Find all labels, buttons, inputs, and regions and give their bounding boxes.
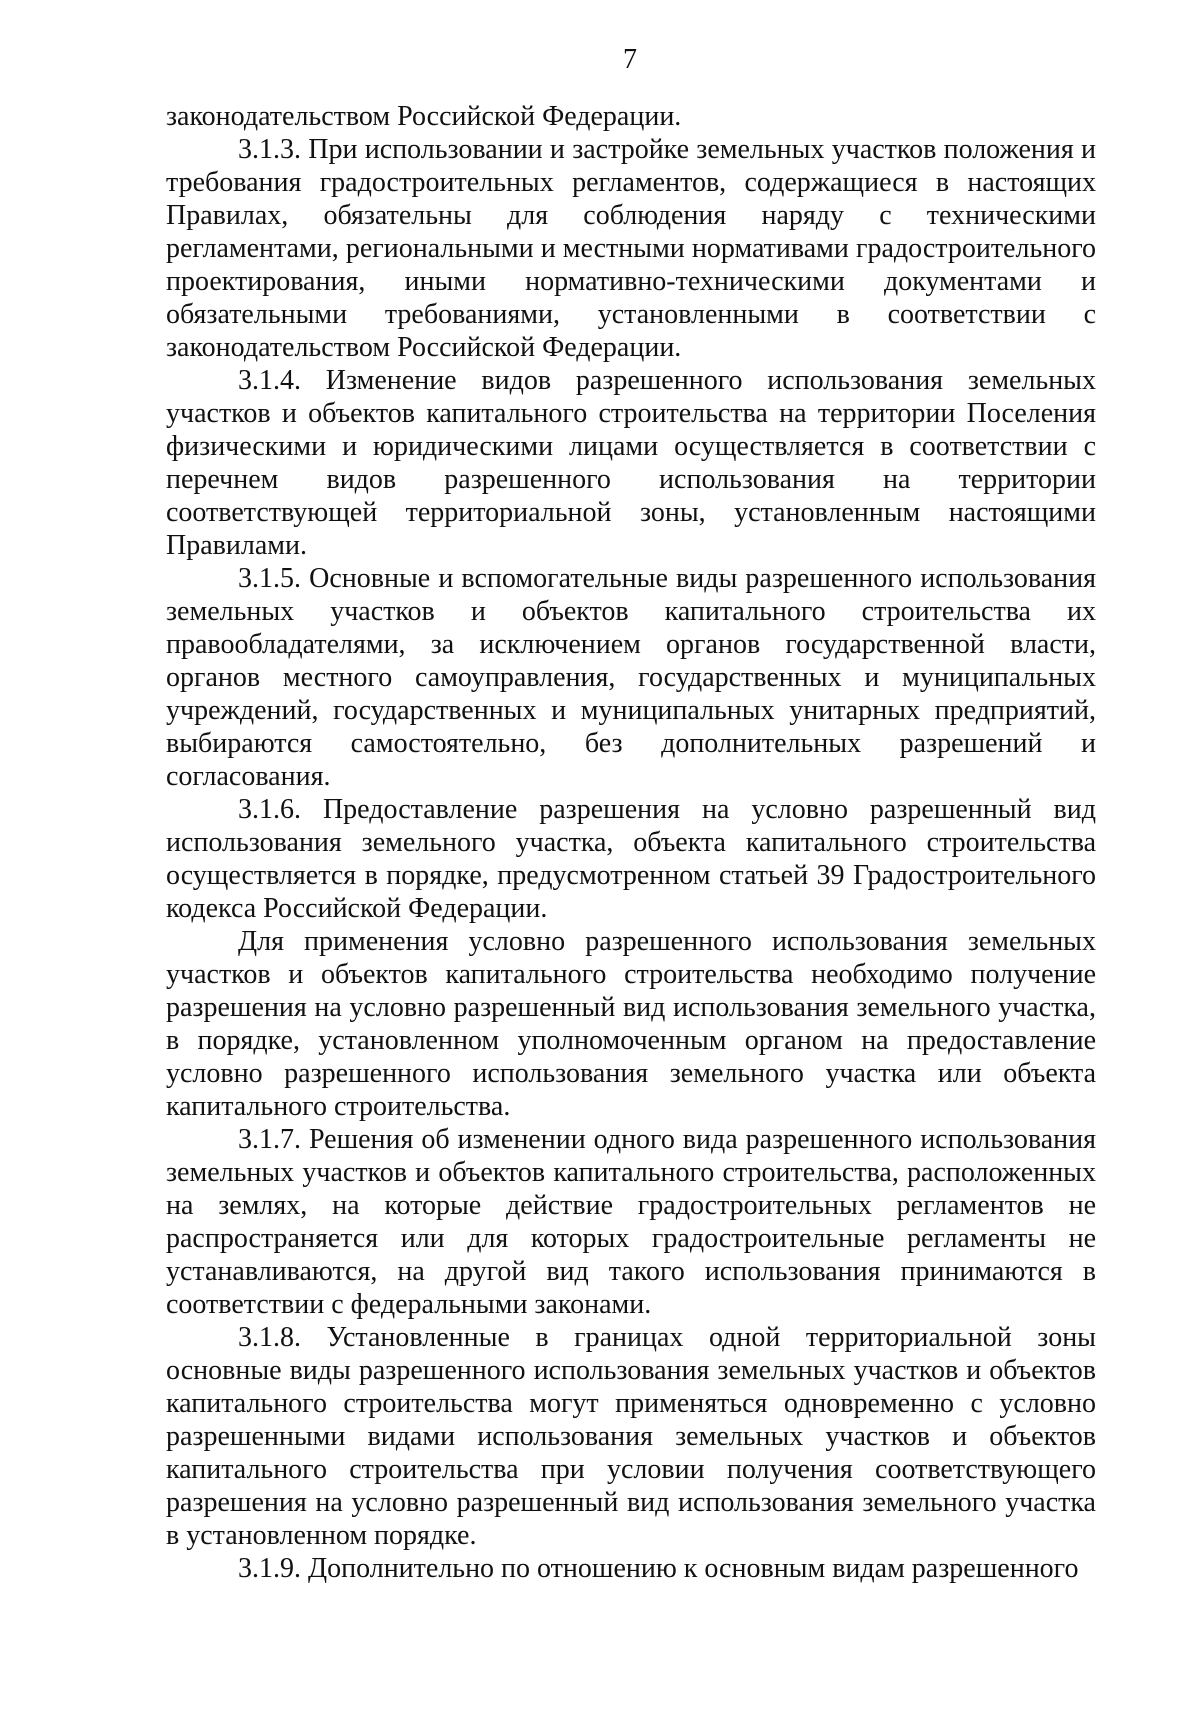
paragraph-3-1-9: 3.1.9. Дополнительно по отношению к основным видам разрешенного	[238, 1553, 1079, 1584]
paragraph-3-1-5: 3.1.5. Основные и вспомогательные виды разрешенного использования земельных участков и объектов капитального строительства их правообладателями, за исключением органов государственной власти, органов местного самоуправления, государственных и муниципальных учреждений, государственных и муниципальных унитарных предприятий, выбираются самостоятельно, без дополнительных разрешений и согласования.	[166, 563, 1096, 792]
paragraph-3-1-3: 3.1.3. При использовании и застройке земельных участков положения и требования градостроительных регламентов, содержащиеся в настоящих Правилах, обязательны для соблюдения наряду с техническими регламентами, региональными и местными нормативами градостроительного проектирования, иными нормативно-техническими документами и обязательными требованиями, установленными в соответствии с законодательством Российской Федерации.	[166, 134, 1096, 363]
paragraph-continuation: законодательством Российской Федерации.	[166, 101, 682, 132]
page-number: 7	[623, 44, 637, 75]
paragraph-conditional-use: Для применения условно разрешенного использования земельных участков и объектов капитального строительства необходимо получение разрешения на условно разрешенный вид использования земельного участка, в порядке, установленном уполномоченным органом на предоставление условно разрешенного использования земельного участка или объекта капитального строительства.	[166, 926, 1096, 1122]
paragraph-3-1-6: 3.1.6. Предоставление разрешения на условно разрешенный вид использования земельного участка, объекта капитального строительства осуществляется в порядке, предусмотренном статьей 39 Градостроительного кодекса Российской Федерации.	[166, 794, 1096, 924]
paragraph-3-1-4: 3.1.4. Изменение видов разрешенного использования земельных участков и объектов капитального строительства на территории Поселения физическими и юридическими лицами осуществляется в соответствии с перечнем видов разрешенного использования на территории соответствующей территориальной зоны, установленным настоящими Правилами.	[166, 365, 1096, 561]
paragraph-3-1-7: 3.1.7. Решения об изменении одного вида разрешенного использования земельных участков и объектов капитального строительства, расположенных на землях, на которые действие градостроительных регламентов не распространяется или для которых градостроительные регламенты не устанавливаются, на другой вид такого использования принимаются в соответствии с федеральными законами.	[166, 1124, 1096, 1320]
document-body	[166, 100, 1096, 1585]
paragraph-3-1-8: 3.1.8. Установленные в границах одной территориальной зоны основные виды разрешенного использования земельных участков и объектов капитального строительства могут применяться одновременно с условно разрешенными видами использования земельных участков и объектов капитального строительства при условии получения соответствующего разрешения на условно разрешенный вид использования земельного участка в установленном порядке.	[166, 1322, 1096, 1551]
